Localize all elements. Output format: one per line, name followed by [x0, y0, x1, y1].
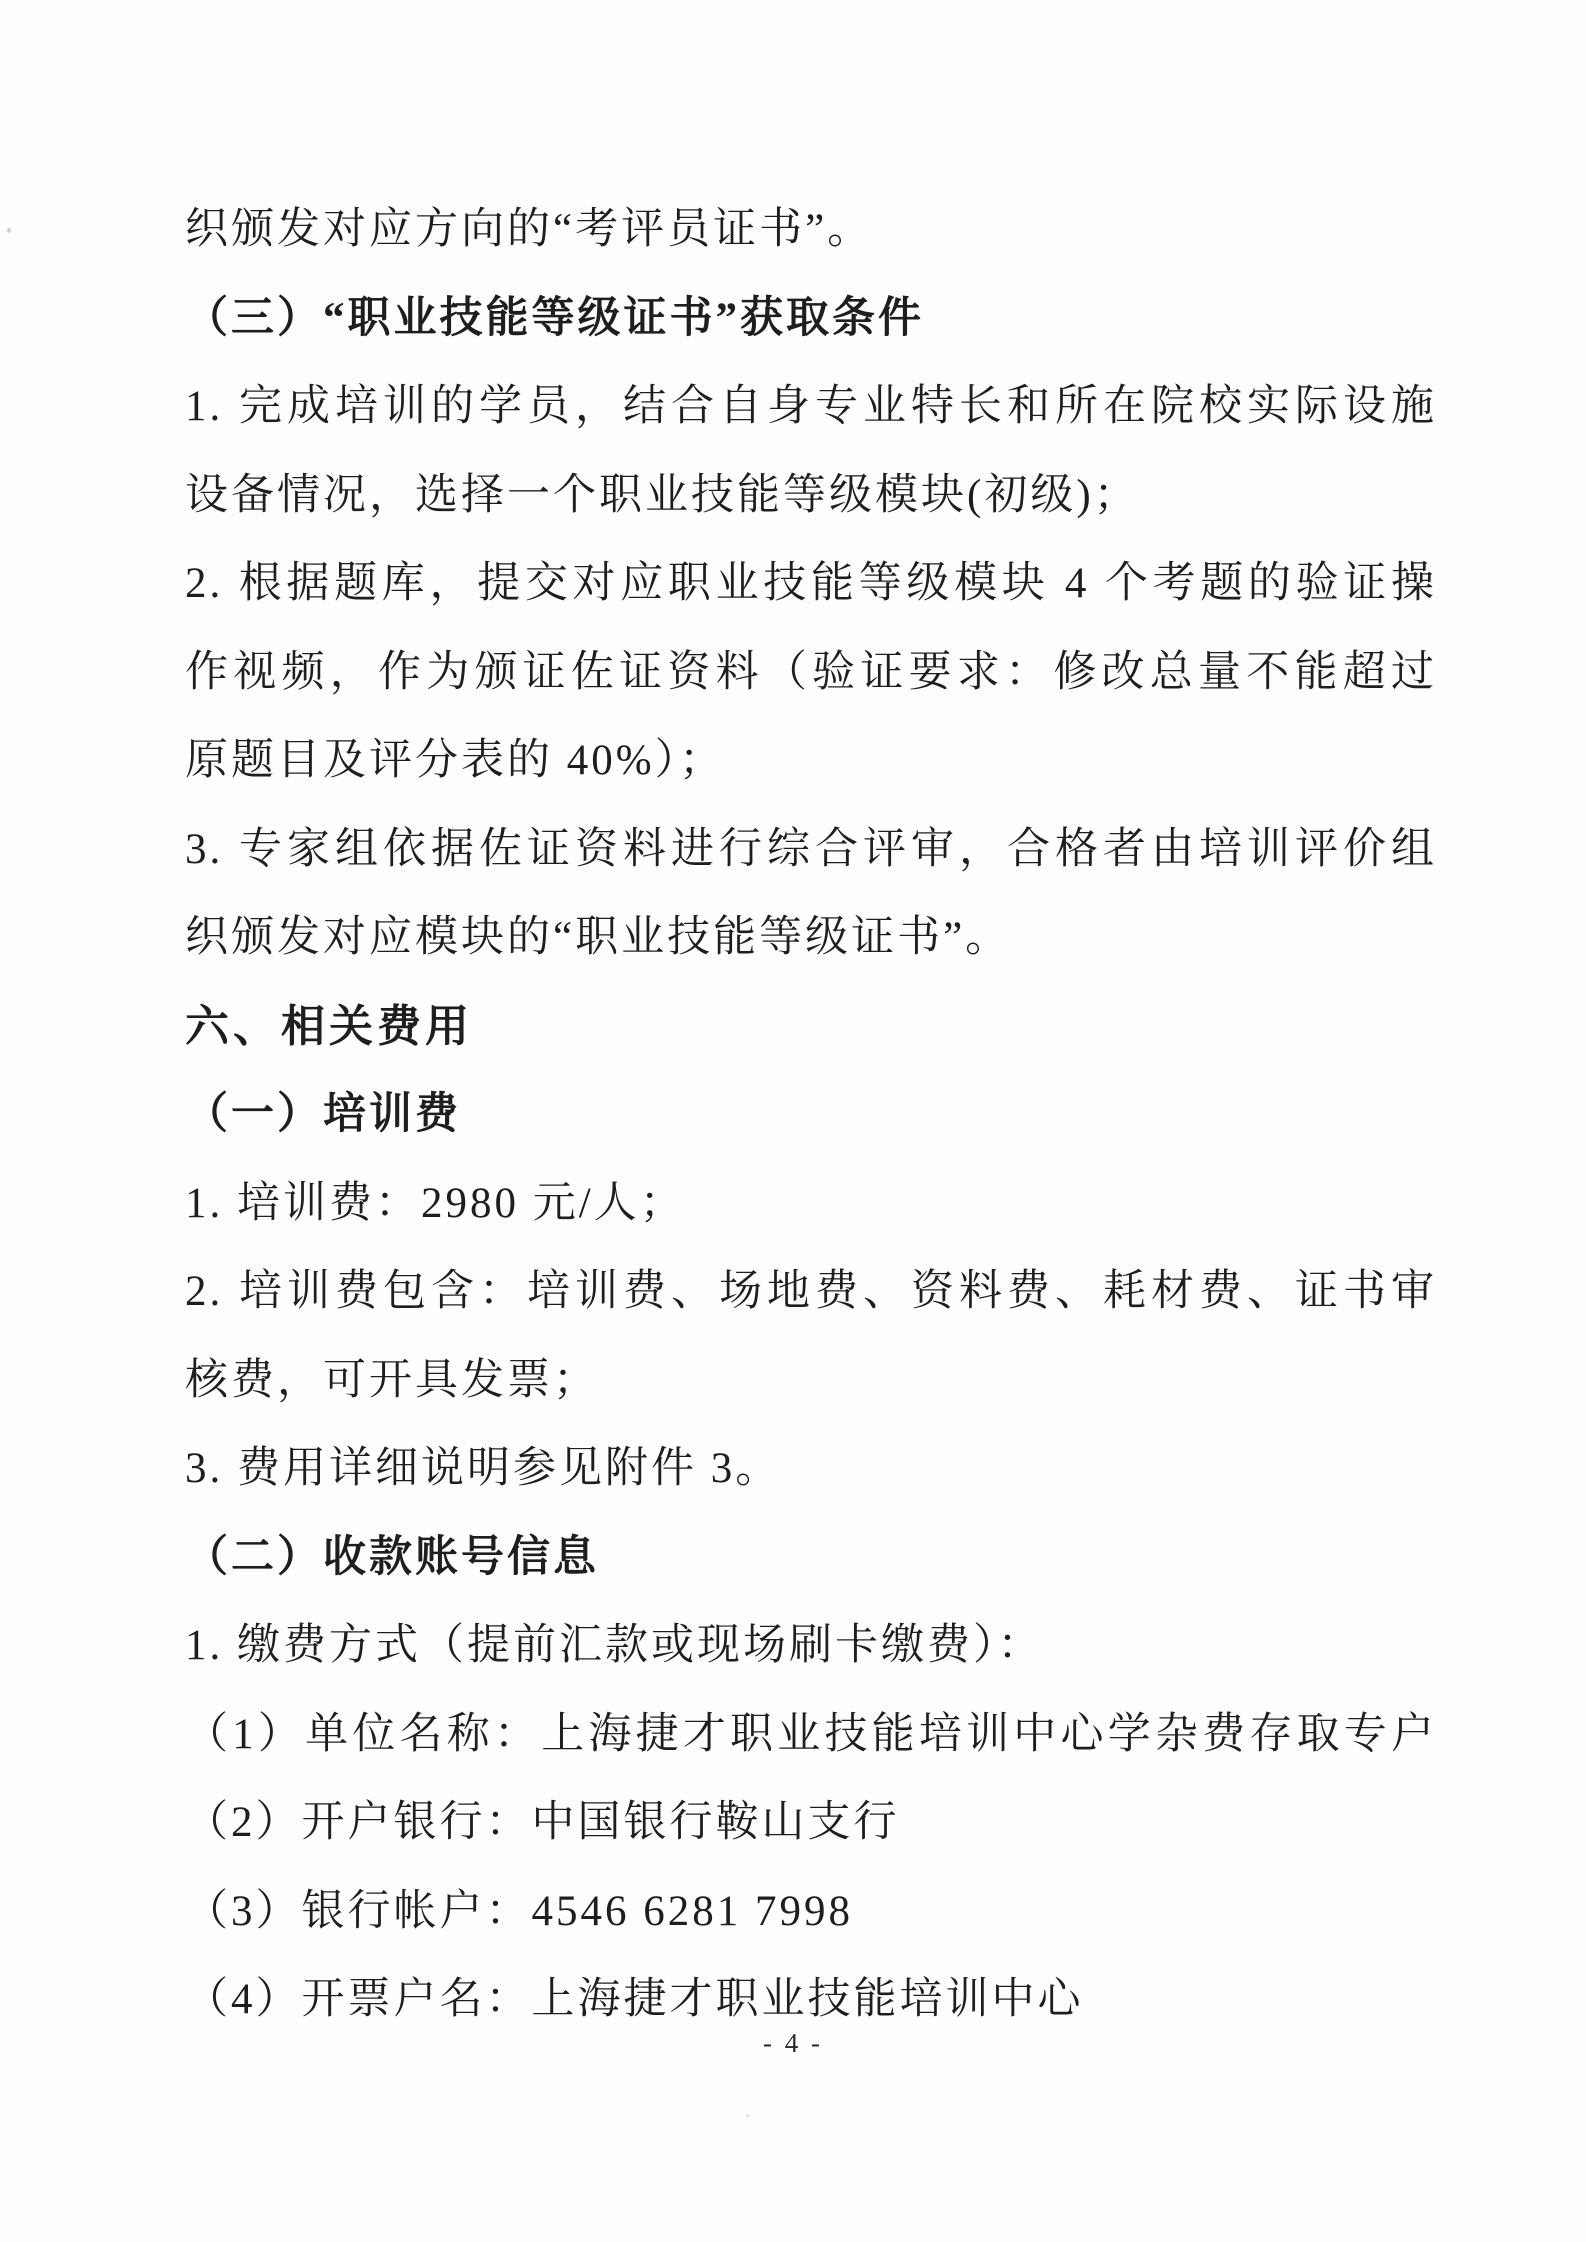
fee-item-1: 1. 培训费：2980 元/人；: [185, 1179, 686, 1227]
subsection-heading-payment-account: （二）收款账号信息: [185, 1533, 599, 1581]
list-item-3-line-1: 3. 专家组依据佐证资料进行综合评审，合格者由培训评价组: [185, 825, 1437, 873]
subsection-heading-training-fee: （一）培训费: [185, 1091, 461, 1138]
section-heading-related-fees: 六、相关费用: [185, 1001, 473, 1051]
account-detail-bank: （2）开户银行：中国银行鞍山支行: [185, 1799, 900, 1846]
paragraph-continuation-line: 织颁发对应方向的“考评员证书”。: [185, 206, 874, 253]
list-item-1-line-2: 设备情况，选择一个职业技能等级模块(初级)；: [185, 471, 1140, 519]
scan-artifact: [7, 228, 11, 233]
account-detail-account-number: （3）银行帐户：4546 6281 7998: [185, 1887, 853, 1935]
fee-item-2-line-2: 核费，可开具发票；: [185, 1356, 599, 1404]
fee-item-2-line-1: 2. 培训费包含：培训费、场地费、资料费、耗材费、证书审: [185, 1268, 1437, 1315]
account-detail-invoice-name: （4）开票户名：上海捷才职业技能培训中心: [185, 1976, 1084, 2023]
payment-method-line: 1. 缴费方式（提前汇款或现场刷卡缴费）：: [185, 1622, 1044, 1669]
list-item-2-line-2: 作视频，作为颁证佐证资料（验证要求：修改总量不能超过: [185, 648, 1437, 696]
list-item-2-line-1: 2. 根据题库，提交对应职业技能等级模块 4 个考题的验证操: [185, 560, 1437, 607]
scan-artifact: [746, 2114, 749, 2117]
account-detail-unit-name: （1）单位名称：上海捷才职业技能培训中心学杂费存取专户: [185, 1710, 1437, 1758]
document-body: [185, 186, 1437, 2045]
list-item-1-line-1: 1. 完成培训的学员，结合自身专业特长和所在院校实际设施: [185, 383, 1437, 430]
fee-item-3: 3. 费用详细说明参见附件 3。: [185, 1445, 782, 1492]
list-item-3-line-2: 织颁发对应模块的“职业技能等级证书”。: [185, 914, 1012, 961]
list-item-2-line-3: 原题目及评分表的 40%）；: [185, 737, 726, 784]
subsection-heading-cert-conditions: （三）“职业技能等级证书”获取条件: [185, 294, 924, 342]
page-number: - 4 -: [763, 2028, 823, 2058]
